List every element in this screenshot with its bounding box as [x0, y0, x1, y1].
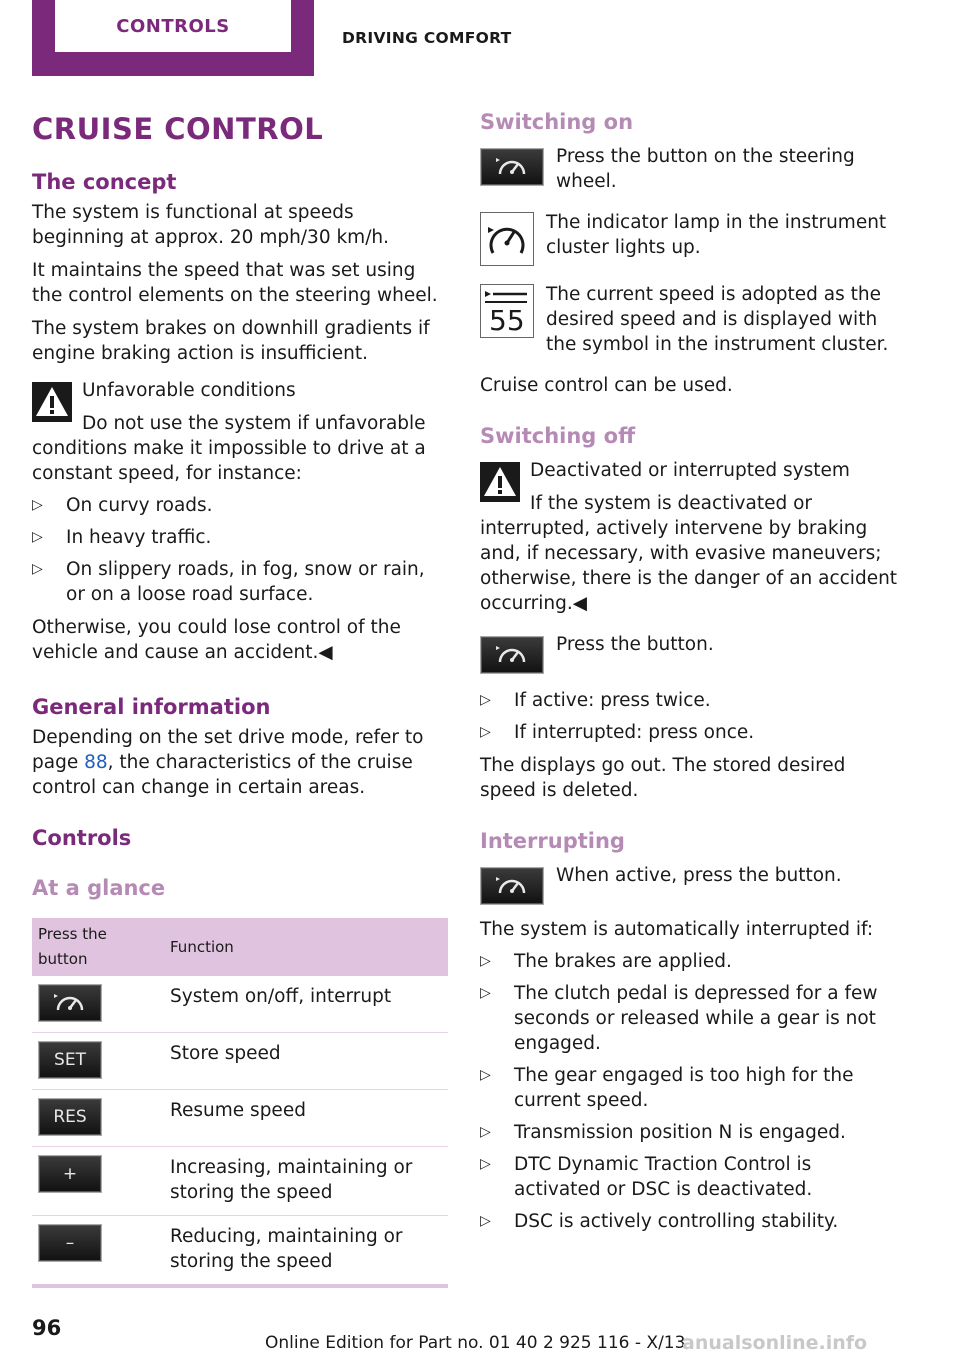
- switching-off-step: [480, 632, 900, 674]
- page-title: CRUISE CONTROL: [32, 112, 324, 146]
- triangle-bullet-icon: ▷: [32, 497, 43, 513]
- triangle-bullet-icon: ▷: [480, 985, 491, 1001]
- controls-table: [32, 918, 448, 1288]
- watermark: anualsonline.info: [682, 1332, 868, 1354]
- function-cell: Resume speed: [164, 1090, 448, 1147]
- list-item: ▷ If active: press twice.: [480, 690, 711, 711]
- interrupting-step: [480, 863, 900, 905]
- table-row: [32, 1147, 448, 1216]
- header-tab-controls: CONTROLS: [55, 0, 291, 52]
- res-button: RES: [38, 1098, 102, 1136]
- triangle-bullet-icon: ▷: [480, 1213, 491, 1229]
- list-item: ▷ The clutch pedal is depressed for a few seconds or released while a gear is not engaged.: [480, 983, 878, 1054]
- concept-paragraph-2: It maintains the speed that was set using the control elements on the steering wheel.: [32, 260, 438, 306]
- cruise-speedometer-icon: [492, 871, 532, 901]
- right-column: [480, 108, 900, 1234]
- function-cell: Increasing, maintaining or storing the speed: [164, 1147, 448, 1216]
- header-section-label: DRIVING COMFORT: [342, 29, 512, 47]
- table-row: [32, 1033, 448, 1090]
- cruise-speedometer-icon: [492, 640, 532, 670]
- indicator-lamp-icon: [480, 212, 534, 266]
- general-heading: General information: [32, 695, 271, 719]
- minus-button: –: [38, 1224, 102, 1262]
- list-item: ▷ On curvy roads.: [32, 495, 213, 516]
- edition-note: Online Edition for Part no. 01 40 2 925 116 - X/13: [265, 1333, 686, 1353]
- interrupting-heading: Interrupting: [480, 829, 625, 853]
- cruise-speedometer-icon: [492, 152, 532, 182]
- table-row: [32, 1090, 448, 1147]
- triangle-bullet-icon: ▷: [480, 1156, 491, 1172]
- page-number: 96: [32, 1316, 62, 1340]
- triangle-bullet-icon: ▷: [480, 1067, 491, 1083]
- page-link-88[interactable]: 88: [84, 752, 108, 773]
- warning-text: Do not use the system if unfavorable conditions make it impossible to drive at a constant speed, for instance:: [32, 413, 426, 484]
- function-cell: Store speed: [164, 1033, 448, 1090]
- plus-button: +: [38, 1155, 102, 1193]
- cruise-control-button: [480, 148, 544, 186]
- switching-off-list: [480, 688, 900, 745]
- switching-on-step-3: [480, 282, 900, 357]
- interrupting-intro: The system is automatically interrupted if:: [480, 919, 874, 940]
- left-column: [32, 112, 448, 1288]
- table-header-button: Press the button: [32, 918, 164, 976]
- speed-symbol-value: 55: [489, 304, 525, 337]
- warning-block: [32, 378, 448, 665]
- triangle-bullet-icon: ▷: [480, 953, 491, 969]
- table-header-row: [32, 918, 448, 976]
- switching-on-text-3: The current speed is adopted as the desired speed and is displayed with the symbol in the instrument cluster.: [546, 284, 889, 355]
- cruise-speedometer-icon: [50, 988, 90, 1018]
- list-item: ▷ If interrupted: press once.: [480, 722, 755, 743]
- triangle-bullet-icon: ▷: [480, 1124, 491, 1140]
- triangle-bullet-icon: ▷: [32, 561, 43, 577]
- function-cell: Reducing, maintaining or storing the speed: [164, 1216, 448, 1287]
- list-item: ▷ Transmission position N is engaged.: [480, 1122, 846, 1143]
- list-item: ▷ In heavy traffic.: [32, 527, 212, 548]
- cruise-control-button: [480, 867, 544, 905]
- speed-display-symbol-icon: [480, 284, 534, 338]
- switching-off-heading: Switching off: [480, 424, 636, 448]
- off-warning-text: If the system is deactivated or interrupted, actively intervene by braking and, if necessary, with evasive maneuvers; otherwise, there is the danger of an accident occurring.◀: [480, 493, 898, 614]
- table-row: [32, 976, 448, 1033]
- warning-triangle-icon: [480, 462, 520, 502]
- switching-on-step-1: [480, 144, 900, 194]
- warning-triangle-icon: [32, 382, 72, 422]
- list-item: ▷ DSC is actively controlling stability.: [480, 1211, 839, 1232]
- table-row: [32, 1216, 448, 1287]
- switching-off-text: The displays go out. The stored desired speed is deleted.: [480, 755, 846, 801]
- controls-heading: Controls: [32, 826, 132, 850]
- warning-title: Unfavorable conditions: [82, 380, 296, 401]
- warning-list: [32, 493, 448, 607]
- switching-on-text-1: Press the button on the steering wheel.: [556, 146, 855, 192]
- switching-on-heading: Switching on: [480, 110, 634, 134]
- switching-on-text-2: The indicator lamp in the instrument cluster lights up.: [546, 212, 887, 258]
- list-item: ▷ DTC Dynamic Traction Control is activated or DSC is deactivated.: [480, 1154, 813, 1200]
- concept-paragraph-1: The system is functional at speeds beginning at approx. 20 mph/30 km/h.: [32, 202, 390, 248]
- function-cell: System on/off, interrupt: [164, 976, 448, 1033]
- triangle-bullet-icon: ▷: [480, 724, 491, 740]
- concept-paragraph-3: The system brakes on downhill gradients if engine braking action is insufficient.: [32, 318, 430, 364]
- warning-end: Otherwise, you could lose control of the vehicle and cause an accident.◀: [32, 617, 401, 663]
- switching-on-text-4: Cruise control can be used.: [480, 375, 733, 396]
- concept-heading: The concept: [32, 170, 177, 194]
- table-header-function: Function: [164, 918, 448, 976]
- interrupting-list: [480, 949, 900, 1234]
- off-warning-title: Deactivated or interrupted system: [530, 460, 850, 481]
- at-a-glance-heading: At a glance: [32, 876, 166, 900]
- switching-off-press: Press the button.: [556, 634, 714, 655]
- cruise-control-button: [38, 984, 102, 1022]
- switching-on-step-2: [480, 210, 900, 266]
- triangle-bullet-icon: ▷: [480, 692, 491, 708]
- cruise-control-button: [480, 636, 544, 674]
- interrupting-press: When active, press the button.: [556, 865, 842, 886]
- list-item: ▷ The gear engaged is too high for the current speed.: [480, 1065, 854, 1111]
- list-item: ▷ The brakes are applied.: [480, 951, 732, 972]
- general-text: Depending on the set drive mode, refer to page 88, the characteristics of the cruise control can change in certain areas.: [32, 727, 424, 798]
- off-warning-block: [480, 458, 900, 616]
- header-tab-block: [32, 0, 314, 76]
- set-button: SET: [38, 1041, 102, 1079]
- triangle-bullet-icon: ▷: [32, 529, 43, 545]
- list-item: ▷ On slippery roads, in fog, snow or rain, or on a loose road surface.: [32, 559, 425, 605]
